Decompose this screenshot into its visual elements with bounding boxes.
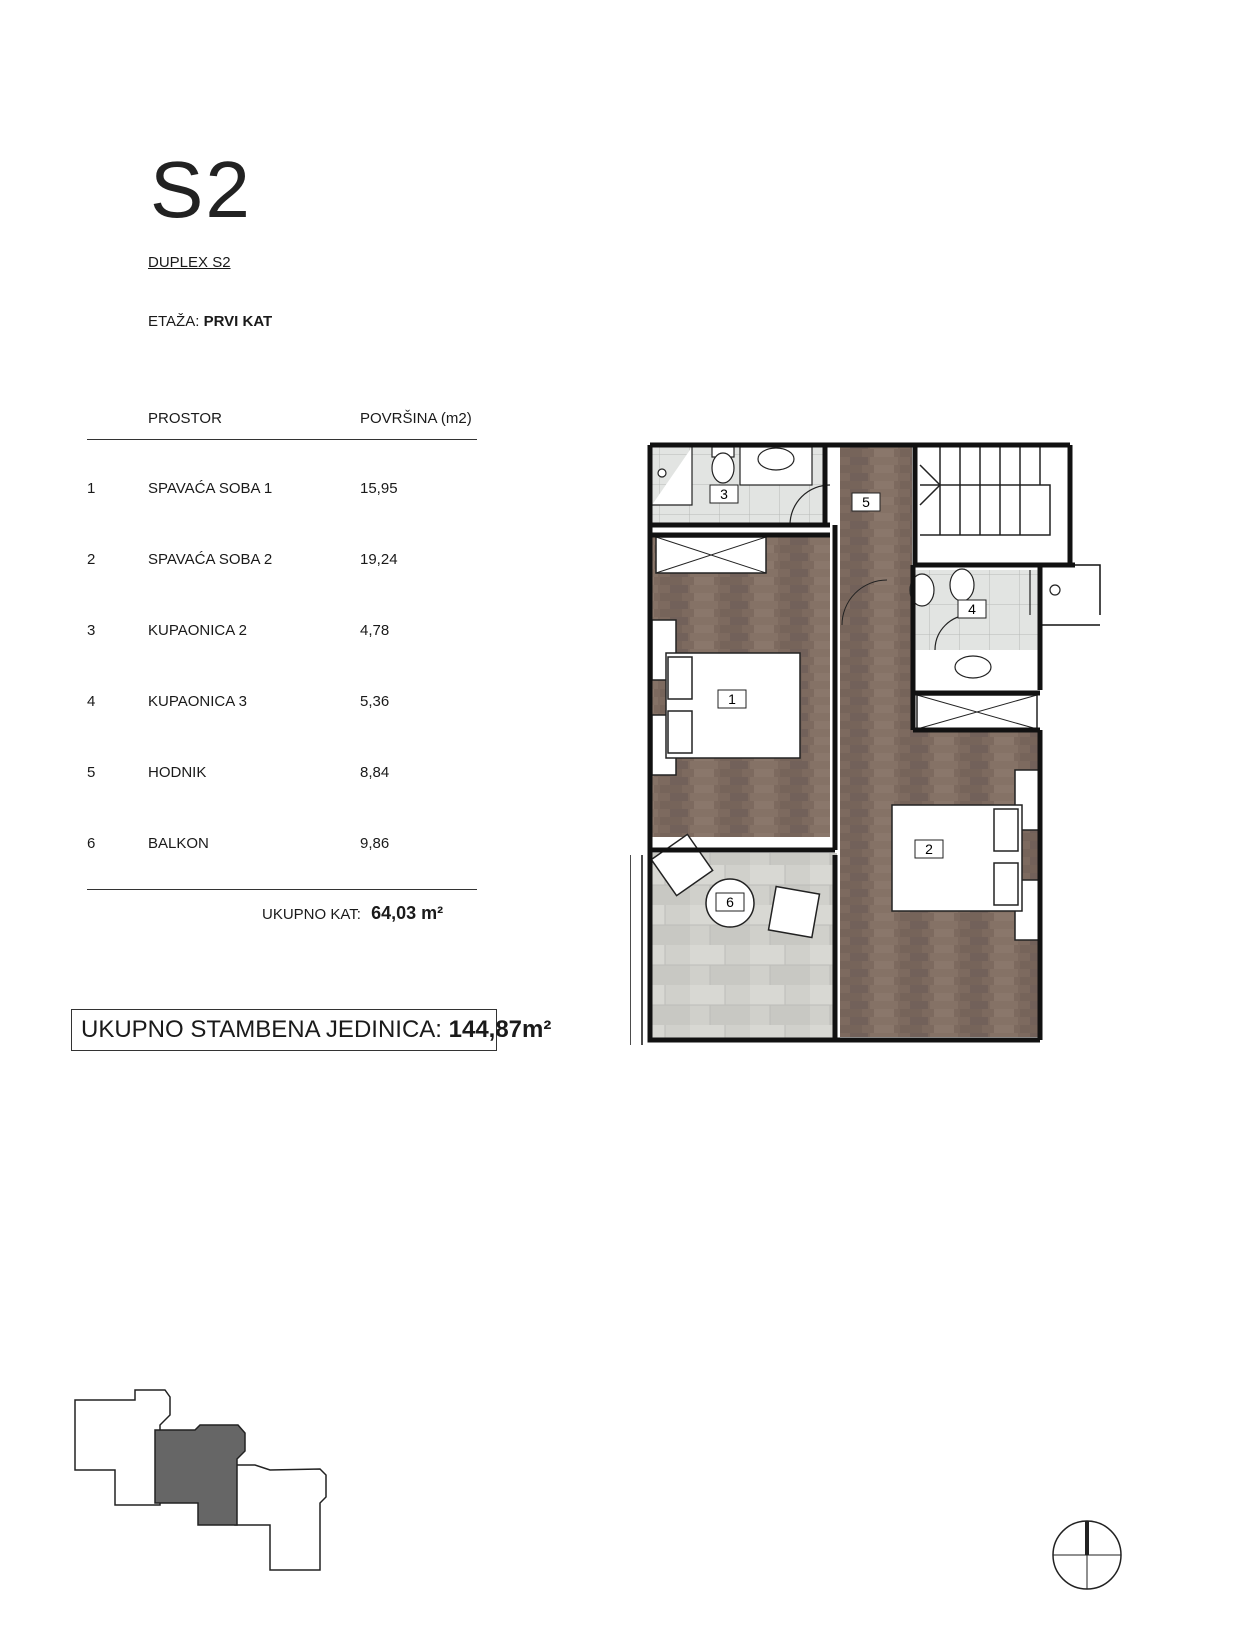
plan-label-4-text: 4 bbox=[968, 601, 976, 617]
plan-label-3-text: 3 bbox=[720, 486, 728, 502]
key-plan-unit-highlight bbox=[155, 1425, 245, 1525]
column-header-space: PROSTOR bbox=[148, 410, 222, 427]
row-name: BALKON bbox=[148, 835, 209, 852]
floor-line bbox=[148, 313, 272, 330]
plan-label-1-text: 1 bbox=[728, 691, 736, 707]
table-row bbox=[87, 480, 477, 502]
table-bottom-divider bbox=[87, 889, 477, 890]
unit-code: S2 bbox=[150, 145, 252, 234]
plan-label-6-text: 6 bbox=[726, 894, 734, 910]
row-number: 3 bbox=[87, 622, 96, 639]
site-key-plan bbox=[70, 1385, 340, 1575]
north-arrow-icon bbox=[1050, 1518, 1125, 1593]
row-name: KUPAONICA 2 bbox=[148, 622, 247, 639]
row-area: 8,84 bbox=[360, 764, 390, 781]
plan-label-3 bbox=[710, 485, 738, 503]
plan-label-2-text: 2 bbox=[925, 841, 933, 857]
table-row bbox=[87, 551, 477, 573]
plan-label-2 bbox=[915, 840, 943, 858]
plan-label-6 bbox=[716, 893, 744, 911]
row-area: 15,95 bbox=[360, 480, 398, 497]
row-name: HODNIK bbox=[148, 764, 207, 781]
unit-total-value: 144,87m² bbox=[448, 1016, 552, 1043]
column-header-area: POVRŠINA (m2) bbox=[360, 410, 472, 427]
table-top-divider bbox=[87, 439, 477, 440]
plan-label-5 bbox=[852, 493, 880, 511]
row-area: 19,24 bbox=[360, 551, 398, 568]
table-row bbox=[87, 622, 477, 644]
row-area: 5,36 bbox=[360, 693, 390, 710]
floor-label: ETAŽA: bbox=[148, 313, 200, 330]
row-number: 6 bbox=[87, 835, 96, 852]
row-name: SPAVAĆA SOBA 2 bbox=[148, 551, 273, 568]
row-area: 9,86 bbox=[360, 835, 390, 852]
plan-label-1 bbox=[718, 690, 746, 708]
floor-total-label: UKUPNO KAT: bbox=[262, 906, 361, 923]
table-row bbox=[87, 764, 477, 786]
wardrobe-bedroom-2 bbox=[917, 695, 1037, 729]
row-name: KUPAONICA 3 bbox=[148, 693, 247, 710]
corridor-floor bbox=[840, 447, 912, 1037]
unit-total-box bbox=[71, 1009, 552, 1051]
table-row bbox=[87, 835, 477, 857]
row-number: 4 bbox=[87, 693, 96, 710]
row-number: 5 bbox=[87, 764, 96, 781]
wardrobe-bedroom-1 bbox=[656, 537, 766, 573]
plan-label-5-text: 5 bbox=[862, 494, 870, 510]
unit-total-label: UKUPNO STAMBENA JEDINICA: bbox=[81, 1016, 442, 1043]
unit-subtitle[interactable]: DUPLEX S2 bbox=[148, 254, 231, 271]
floor-value: PRVI KAT bbox=[203, 313, 273, 330]
floor-total bbox=[262, 903, 443, 924]
table-row bbox=[87, 693, 477, 715]
key-plan-block-right bbox=[235, 1465, 326, 1570]
stair-area bbox=[920, 447, 1076, 562]
floor-total-value: 64,03 m² bbox=[371, 903, 444, 923]
plan-label-4 bbox=[958, 600, 986, 618]
floor-plan bbox=[630, 425, 1150, 1055]
row-number: 1 bbox=[87, 480, 96, 497]
row-area: 4,78 bbox=[360, 622, 390, 639]
row-name: SPAVAĆA SOBA 1 bbox=[148, 480, 273, 497]
row-number: 2 bbox=[87, 551, 96, 568]
